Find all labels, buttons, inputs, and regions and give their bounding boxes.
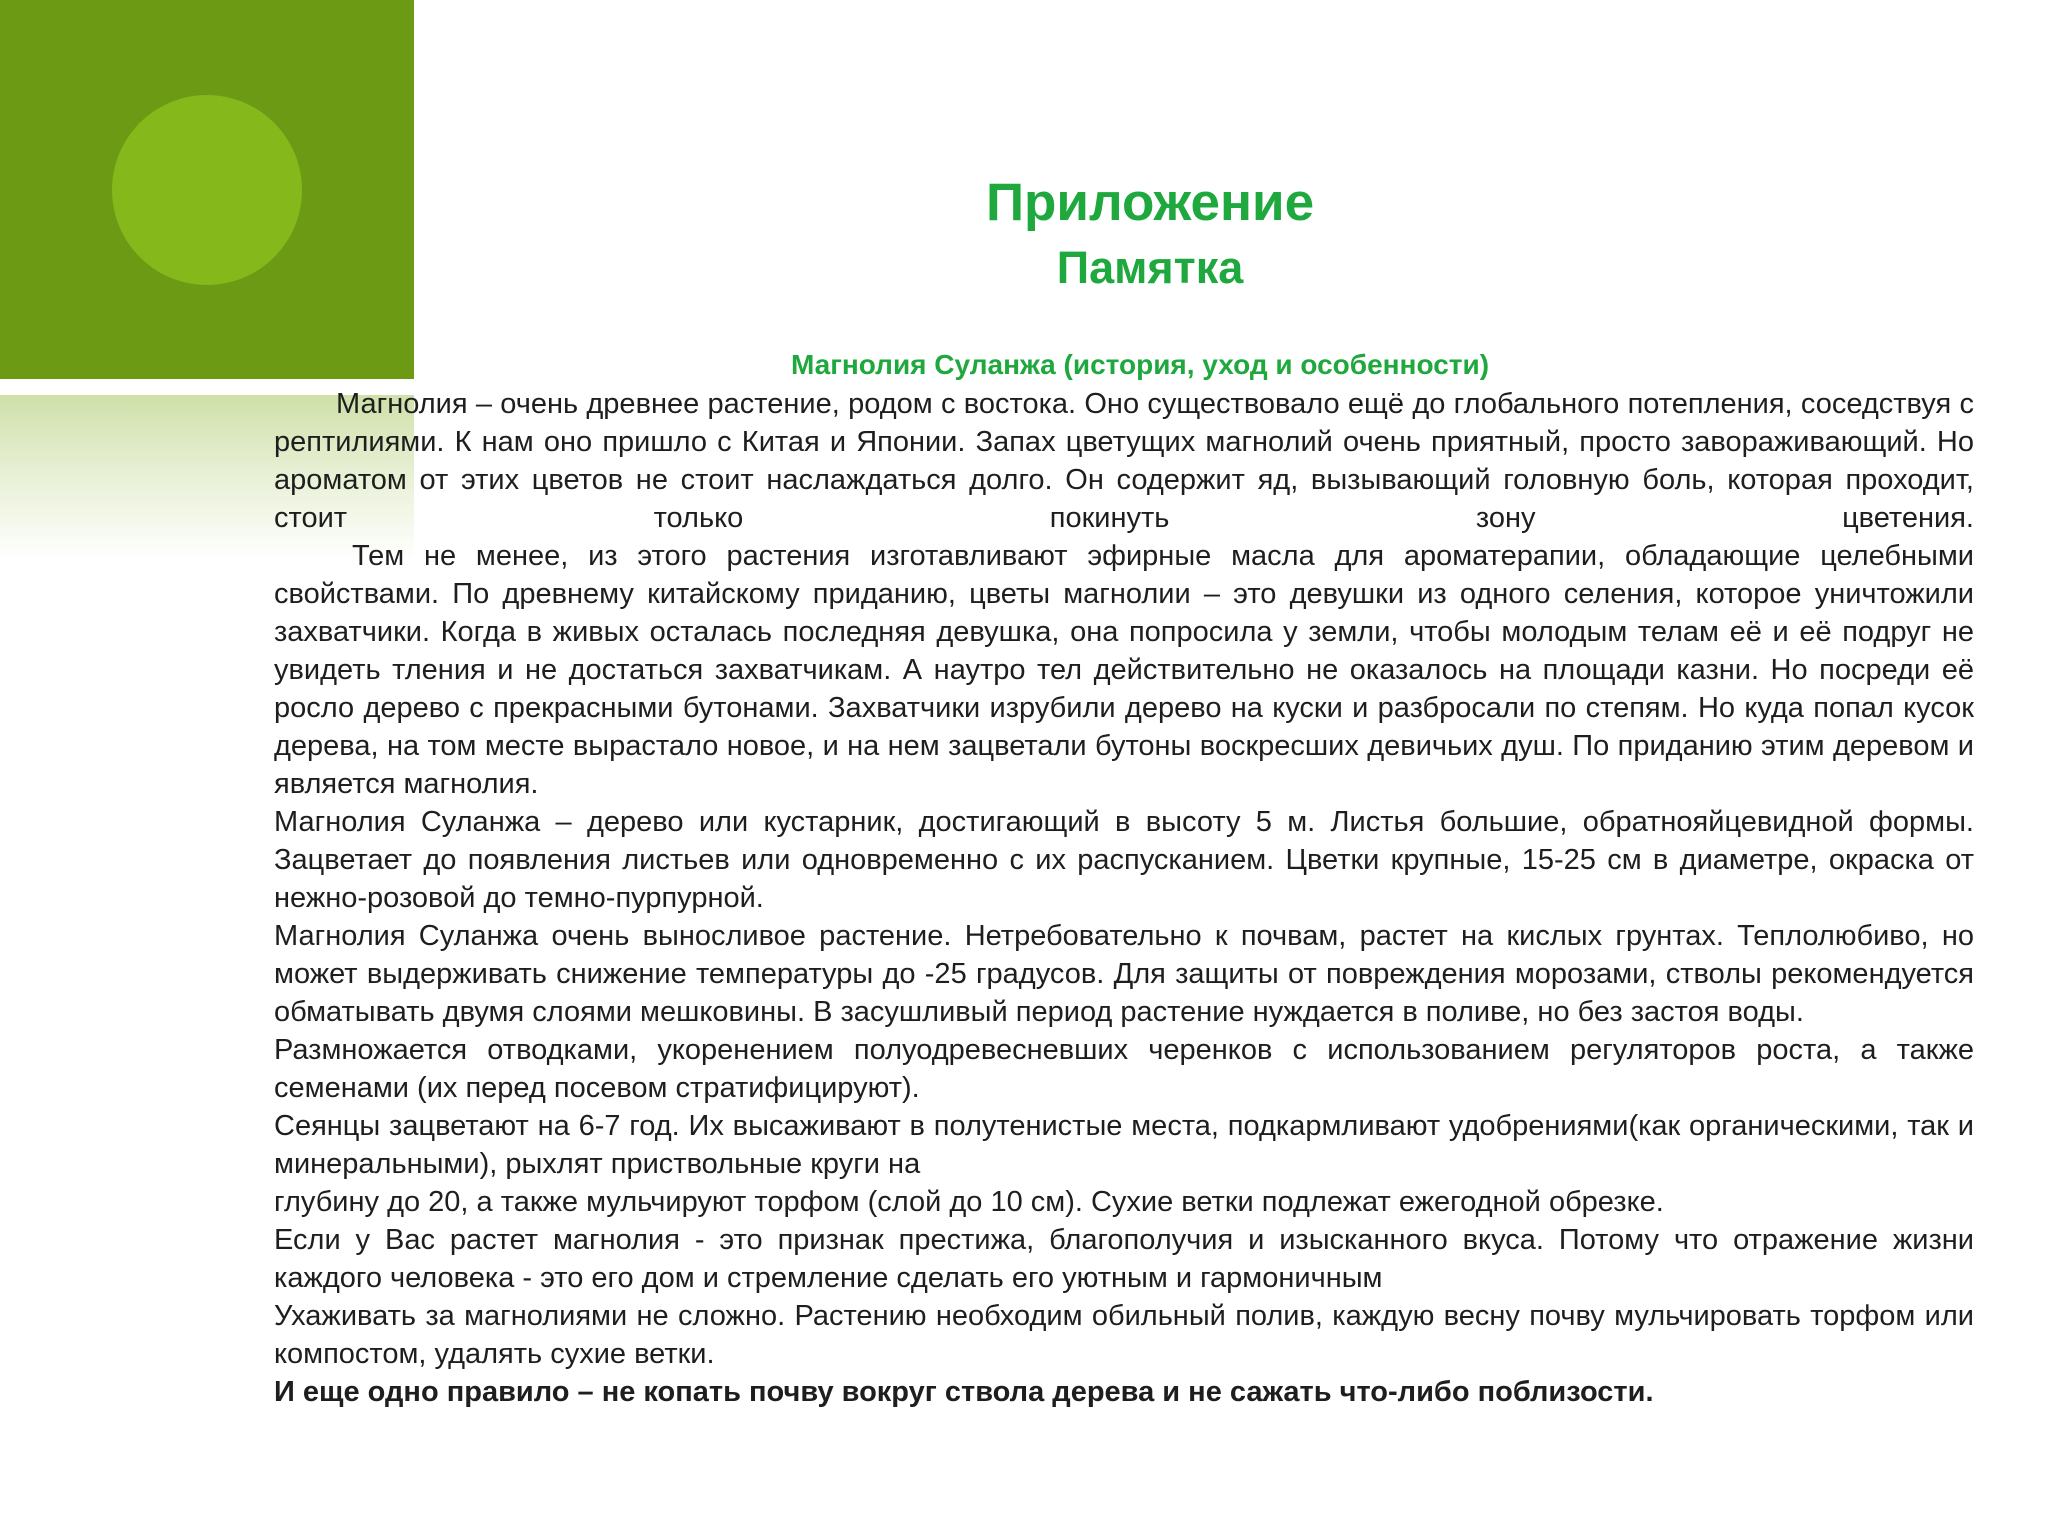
paragraph-prestige: Если у Вас растет магнолия - это признак престижа, благополучия и изысканного вкуса. Потому что отражение жизни каждого человека - это его дом и стремление сделать его уютным и гармоничным [274, 1224, 1974, 1294]
paragraph-propagation: Размножается отводками, укоренением полуодревесневших черенков с использованием регуляторов роста, а также семенами (их перед посевом стратифицируют). [274, 1034, 1974, 1104]
page-title: Приложение [985, 173, 1315, 232]
paragraph-mulching: глубину до 20, а также мульчируют торфом (слой до 10 см). Сухие ветки подлежат ежегодной обрезке. [274, 1186, 1664, 1218]
decorative-circle [112, 95, 302, 285]
paragraph-rule: И еще одно правило – не копать почву вокруг ствола дерева и не сажать что-либо поблизости. [274, 1376, 1654, 1408]
paragraph-care: Ухаживать за магнолиями не сложно. Растению необходим обильный полив, каждую весну почву мульчировать торфом или компостом, удалять сухие ветки. [274, 1300, 1974, 1370]
decorative-green-block [0, 0, 414, 379]
paragraph-history: Магнолия – очень древнее растение, родом с востока. Оно существовало ещё до глобального потепления, соседствуя с рептилиями. К нам оно пришло с Китая и Японии. Запах цветущих магнолий очень приятный, просто завораживающий. Но ароматом от этих цветов не стоит наслаждаться долго. Он содержит яд, вызывающий головную боль, которая проходит, стоит только покинуть зону цветения. [274, 388, 1974, 534]
document-body [274, 385, 1974, 1411]
paragraph-legend: Тем не менее, из этого растения изготавливают эфирные масла для ароматерапии, обладающие целебными свойствами. По древнему китайскому приданию, цветы магнолии – это девушки из одного селения, которое уничтожили захватчики. Когда в живых осталась последняя девушка, она попросила у земли, чтобы молодым телам её и её подруг не увидеть тления и не достаться захватчикам. А наутро тел действительно не оказалось на площади казни. Но посреди её росло дерево с прекрасными бутонами. Захватчики изрубили дерево на куски и разбросали по степям. Но куда попал кусок дерева, на том месте вырастало новое, и на нем зацветали бутоны воскресших девичьих душ. По приданию этим деревом и является магнолия. [274, 540, 1974, 800]
section-heading: Магнолия Суланжа (история, уход и особенности) [790, 349, 1490, 380]
paragraph-hardiness: Магнолия Суланжа очень выносливое растение. Нетребовательно к почвам, растет на кислых грунтах. Теплолюбиво, но может выдерживать снижение температуры до -25 градусов. Для защиты от повреждения морозами, стволы рекомендуется обматывать двумя слоями мешковины. В засушливый период растение нуждается в поливе, но без застоя воды. [274, 920, 1974, 1028]
page-subtitle: Памятка [1056, 242, 1244, 293]
paragraph-seedlings: Сеянцы зацветают на 6-7 год. Их высаживают в полутенистые места, подкармливают удобрениями(как органическими, так и минеральными), рыхлят приствольные круги на [274, 1110, 1974, 1180]
paragraph-description: Магнолия Суланжа – дерево или кустарник, достигающий в высоту 5 м. Листья большие, обратнояйцевидной формы. Зацветает до появления листьев или одновременно с их распусканием. Цветки крупные, 15-25 см в диаметре, окраска от нежно-розовой до темно-пурпурной. [274, 806, 1974, 914]
